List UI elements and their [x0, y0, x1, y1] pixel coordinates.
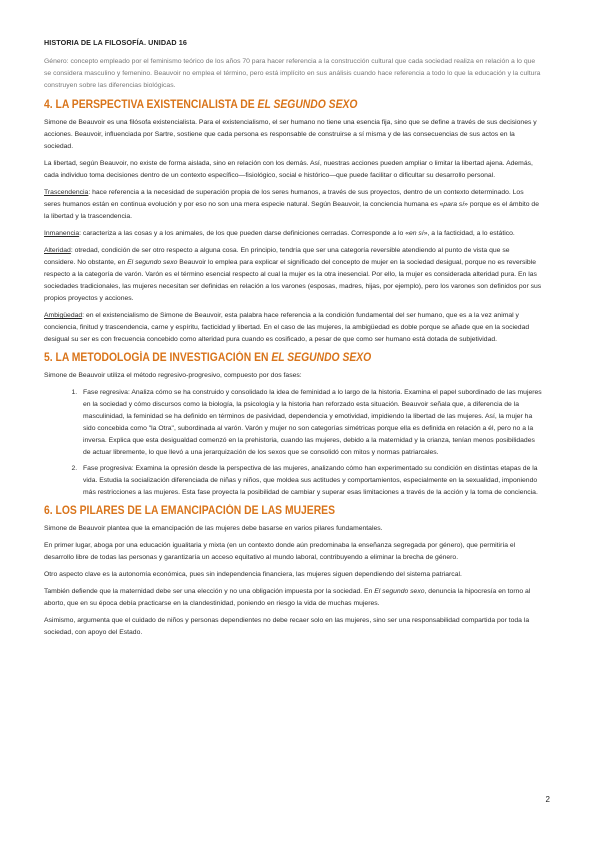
section-5-heading — [44, 351, 492, 365]
section-6-paragraph-4 — [44, 586, 542, 610]
paragraph-emphasis: El segundo sexo — [374, 588, 425, 595]
list-item: 1. Fase regresiva: Analiza cómo se ha construido y consolidado la idea de feminidad a lo largo de la historia. Examina el papel subordinado de las mujeres en la sociedad y cómo discursos como la biología, la psicología y la historia han reforzado esta situación. Beauvoir señala que, a diferencia de la masculinidad, la feminidad se ha definido en términos de pasividad, dependencia y emotividad, impidiendo la libertad de las mujeres. Así, la mujer ha sido concebida como "la Otra", subordinada al varón. Varón y mujer no son categorías simétricas porque ella es definida en relación a él, pero no a la inversa. Explica que esta desigualdad comenzó en la prehistoria, cuando las mujeres, debido a la maternidad y la crianza, tenían menos posibilidades de actuar libremente, lo que llevó a una jerarquización de los sexos que se consolidó con mitos y normas patriarcales. — [79, 387, 542, 459]
definition-text: : hace referencia a la necesidad de superación propia de los seres humanos, a través de sus proyectos, dentro de un contexto determinado. Los seres humanos están en continua evolución y por eso no son una mera especie natural. Según Beauvoir, la conciencia humana es « — [44, 189, 524, 208]
section-5-heading-italic: EL SEGUNDO SEXO — [271, 352, 372, 364]
section-4-heading — [44, 98, 492, 112]
definition-emphasis: en sí — [408, 230, 424, 237]
page-number: 2 — [545, 795, 550, 804]
definition-text: Beauvoir lo emplea para explicar el significado del concepto de mujer en la sociedad desigual, porque no es reversible respecto a la categoría de varón. Varón es el término esencial respecto al cual la mujer es la otra inesencial. Por ello, la mujer es considerada alteridad pura. En las sociedades tradicionales, las mujeres necesitan ser definidas en relación a los varones (esposas, madres, hijas, por ejemplo), pero los varones son definidos por sus propios proyectos y acciones. — [44, 259, 542, 302]
definition-trascendencia — [44, 187, 542, 223]
definition-text: : caracteriza a las cosas y a los animales, de los que pueden darse definiciones cerradas. Corresponde a lo « — [79, 230, 409, 237]
definition-emphasis: para sí — [443, 201, 465, 208]
term-inmanencia: Inmanencia — [44, 230, 80, 237]
term-alteridad: Alteridad — [44, 247, 71, 254]
method-phases-list — [44, 387, 542, 499]
definition-text: » porque es el ámbito de la libertad y la trascendencia. — [44, 201, 539, 220]
section-6-heading: 6. LOS PILARES DE LA EMANCIPACIÓN DE LAS MUJERES — [44, 505, 335, 517]
section-4-heading-text: 4. LA PERSPECTIVA EXISTENCIALISTA DE — [44, 99, 258, 111]
definition-text: : en el existencialismo de Simone de Beauvoir, esta palabra hace referencia a la condición fundamental del ser humano, que es a la vez animal y conciencia, finitud y trascendencia, carne y espíritu, facticidad y libertad. En el caso de las mujeres, la ambigüedad es doble porque se añade que en la sociedad desigual su ser es con frecuencia concebido como alteridad pura cuando es cosificado, a pesar de que como ser humano está dotada de subjetividad. — [44, 312, 530, 343]
running-header: HISTORIA DE LA FILOSOFÍA. UNIDAD 16 — [44, 38, 187, 47]
paragraph-text: , denuncia la hipocresía en torno al aborto, que en su época debía practicarse en la clandestinidad, poniendo en riesgo la vida de muchas mujeres. — [44, 588, 531, 607]
paragraph-text: También defiende que la maternidad debe ser una elección y no una obligación impuesta por la sociedad. En — [44, 588, 375, 595]
section-5-paragraph-1: Simone de Beauvoir utiliza el método regresivo-progresivo, compuesto por dos fases: — [44, 372, 302, 379]
section-6-paragraph-3: Otro aspecto clave es la autonomía económica, pues sin independencia financiera, las mujeres siguen dependiendo del sistema patriarcal. — [44, 571, 462, 578]
definition-ambiguedad — [44, 310, 542, 346]
intro-paragraph: Género: concepto empleado por el feminismo teórico de los años 70 para hacer referencia a la construcción cultural que cada sociedad realiza en relación a lo que se considera masculino y femenino. Beauvoir no emplea el término, pero está implícito en sus análisis cuando hace referencia a todo lo que la educación y la cultura construyen sobre las diferencias biológicas. — [44, 58, 541, 89]
section-4-paragraph-2: La libertad, según Beauvoir, no existe de forma aislada, sino en relación con los demás. Así, nuestras acciones pueden ampliar o limitar la libertad ajena. Además, cada individuo toma decisiones dentro de un contexto específico—fisiológico, social e histórico—que puede facilitar o dificultar su desarrollo personal. — [44, 160, 533, 179]
definition-emphasis: El segundo sexo — [127, 259, 178, 266]
definition-inmanencia — [44, 228, 542, 240]
definition-text: : otredad, condición de ser otro respecto a alguna cosa. En principio, tendría que ser una categoría reversible atendiendo al punto de vista que se considere. No obstante, en — [44, 247, 510, 266]
term-ambiguedad: Ambigüedad — [44, 312, 83, 319]
definition-text: », a la facticidad, a lo estático. — [423, 230, 515, 237]
definition-alteridad — [44, 245, 542, 305]
section-4-heading-italic: EL SEGUNDO SEXO — [257, 99, 358, 111]
section-4-paragraph-1: Simone de Beauvoir es una filósofa existencialista. Para el existencialismo, el ser humano no tiene una esencia fija, sino que se define a través de sus decisiones y acciones. Beauvoir, influenciada por Sartre, sostiene que cada persona es responsable de construirse a sí misma y de las consecuencias de sus actos en la sociedad. — [44, 119, 537, 150]
section-5-heading-text: 5. LA METODOLOGÍA DE INVESTIGACIÓN EN — [44, 352, 272, 364]
term-trascendencia: Trascendencia — [44, 189, 89, 196]
section-6-paragraph-1: Simone de Beauvoir plantea que la emancipación de las mujeres debe basarse en varios pilares fundamentales. — [44, 525, 383, 532]
list-item: 2. Fase progresiva: Examina la opresión desde la perspectiva de las mujeres, analizando cómo han experimentado su condición en distintas etapas de la vida. Estudia la socialización diferenciada de niñas y niños, que moldea sus actitudes y comportamientos, especialmente en la sexualidad, imponiendo más restricciones a las mujeres. Esta fase proyecta la posibilidad de cambiar y superar esas limitaciones a través de la acción y la toma de conciencia. — [79, 463, 542, 499]
section-6-paragraph-5: Asimismo, argumenta que el cuidado de niños y personas dependientes no debe recaer solo en las mujeres, sino ser una responsabilidad compartida por toda la sociedad, con apoyo del Estado. — [44, 617, 530, 636]
section-6-paragraph-2: En primer lugar, aboga por una educación igualitaria y mixta (en un contexto donde aún predominaba la enseñanza segregada por género), que permitiría el desarrollo libre de todas las personas y garantizaría un acceso equitativo al mundo laboral, contribuyendo a eliminar la brecha de género. — [44, 542, 516, 561]
